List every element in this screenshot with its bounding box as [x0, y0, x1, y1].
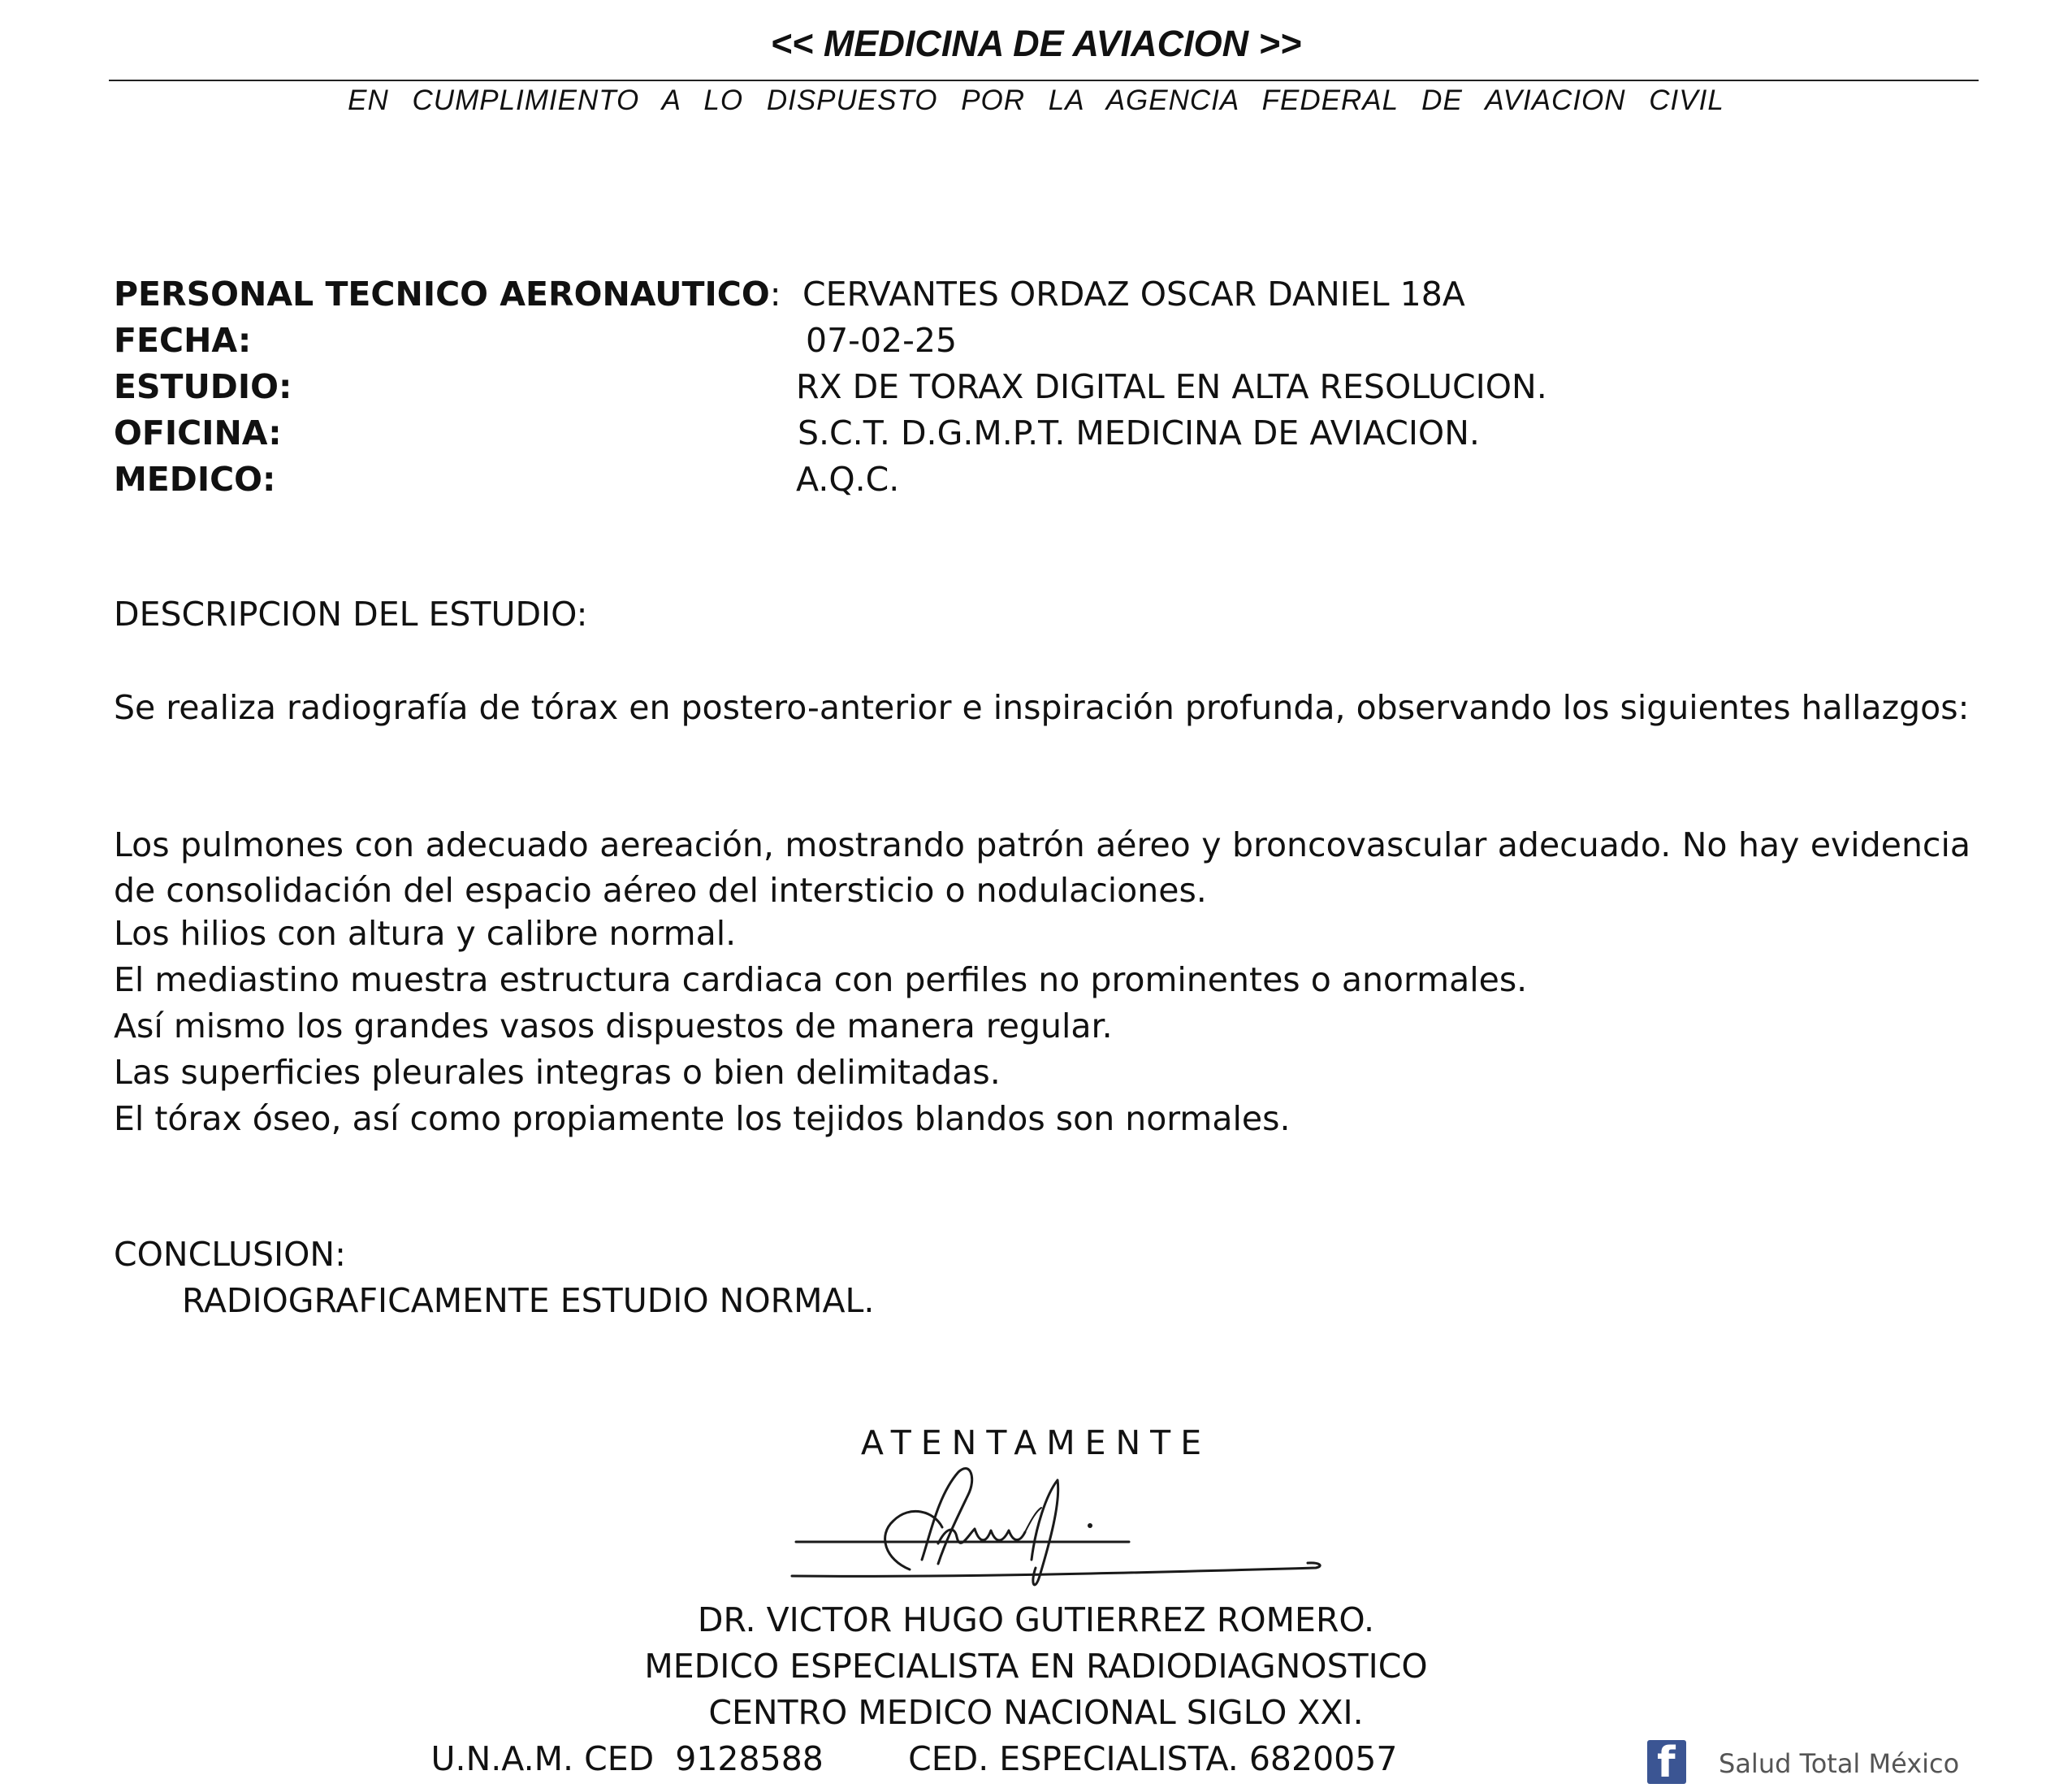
document-title: << MEDICINA DE AVIACION >> — [770, 23, 1302, 64]
finding-pleura: Las superficies pleurales integras o bien delimitadas. — [114, 1053, 1001, 1092]
signer-institution: CENTRO MEDICO NACIONAL SIGLO XXI. — [708, 1693, 1364, 1732]
signer-cedulas: U.N.A.M. CED 9128588 CED. ESPECIALISTA. 6820057 — [430, 1739, 1398, 1778]
oficina-value: S.C.T. D.G.M.P.T. MEDICINA DE AVIACION. — [798, 413, 1480, 452]
signer-specialty: MEDICO ESPECIALISTA EN RADIODIAGNOSTICO — [644, 1647, 1428, 1686]
description-heading: DESCRIPCION DEL ESTUDIO: — [114, 595, 588, 634]
conclusion-heading: CONCLUSION: — [114, 1235, 346, 1274]
signature-graphic — [788, 1462, 1340, 1608]
finding-vessels: Así mismo los grandes vasos dispuestos de manera regular. — [114, 1007, 1113, 1046]
oficina-label: OFICINA: — [114, 413, 282, 452]
estudio-label: ESTUDIO: — [114, 367, 292, 406]
document-subtitle: EN CUMPLIMIENTO A LO DISPUESTO POR LA AGENCIA FEDERAL DE AVIACION CIVIL — [348, 84, 1724, 116]
personal-label: PERSONAL TECNICO AERONAUTICO: — [114, 275, 781, 314]
finding-mediastinum: El mediastino muestra estructura cardiaca con perfiles no prominentes o anormales. — [114, 960, 1528, 999]
finding-hila: Los hilios con altura y calibre normal. — [114, 914, 737, 953]
description-intro: Se realiza radiografía de tórax en postero-anterior e inspiración profunda, observando los siguientes hallazgos: — [114, 688, 1970, 727]
fecha-value: 07-02-25 — [806, 321, 958, 360]
closing-text: ATENTAMENTE — [860, 1423, 1212, 1462]
medico-value: A.Q.C. — [796, 460, 900, 499]
conclusion-text: RADIOGRAFICAMENTE ESTUDIO NORMAL. — [182, 1281, 875, 1320]
header-divider — [109, 80, 1979, 81]
medico-label: MEDICO: — [114, 460, 276, 499]
fecha-label: FECHA: — [114, 321, 252, 360]
personal-value: CERVANTES ORDAZ OSCAR DANIEL 18A — [802, 275, 1465, 314]
finding-bony-thorax: El tórax óseo, así como propiamente los tejidos blandos son normales. — [114, 1099, 1291, 1138]
finding-lungs: Los pulmones con adecuado aereación, mostrando patrón aéreo y broncovascular adecuado. No hay evidencia de consolidación del espacio aéreo del intersticio o nodulaciones. — [114, 825, 1970, 910]
facebook-f-glyph: f — [1657, 1738, 1676, 1787]
estudio-value: RX DE TORAX DIGITAL EN ALTA RESOLUCION. — [796, 367, 1547, 406]
signer-name: DR. VICTOR HUGO GUTIERREZ ROMERO. — [697, 1600, 1375, 1639]
watermark-text: Salud Total México — [1719, 1748, 1960, 1779]
